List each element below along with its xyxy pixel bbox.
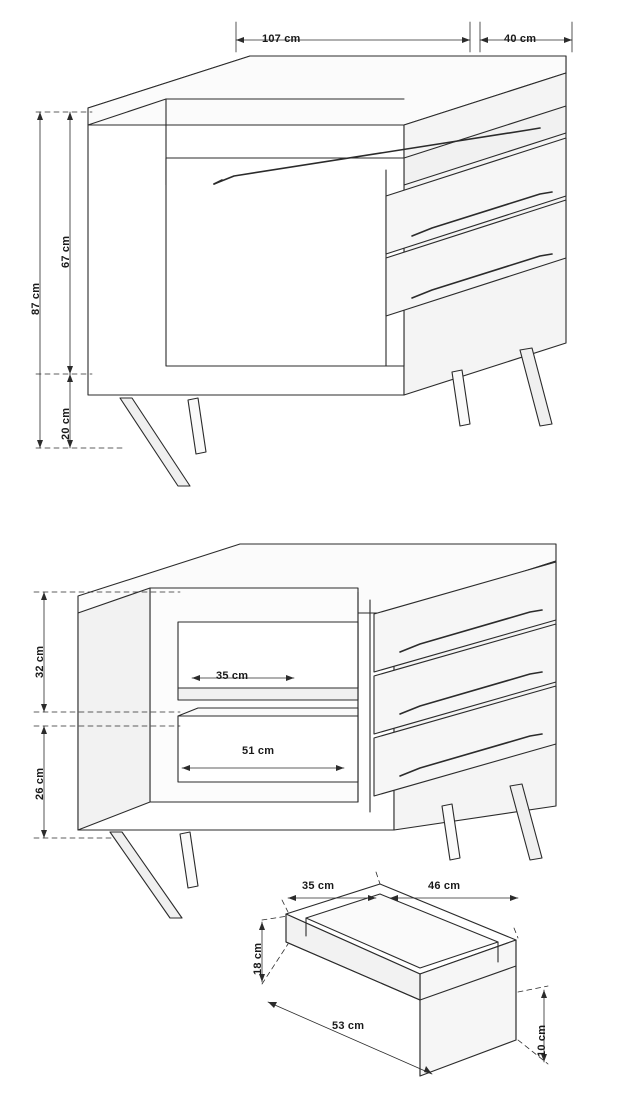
dimension-label-lower-compartment-26: 26 cm: [34, 767, 46, 800]
interior-view-group: [78, 544, 556, 918]
dimension-label-shelf-width-51: 51 cm: [242, 745, 275, 757]
dimension-label-drawer-front-width-53: 53 cm: [332, 1020, 365, 1032]
dimension-label-upper-compartment-32: 32 cm: [34, 645, 46, 678]
dimension-label-drawer-front-height-10: 10 cm: [536, 1024, 548, 1057]
dimension-label-leg-height-20: 20 cm: [60, 407, 72, 440]
dimension-label-body-height-67: 67 cm: [60, 235, 72, 268]
drawer-view-group: [286, 884, 516, 1076]
dimension-label-width-107: 107 cm: [262, 33, 301, 45]
dimension-label-shelf-depth-35: 35 cm: [216, 670, 249, 682]
dimension-label-drawer-depth-35: 35 cm: [302, 880, 335, 892]
dimension-label-drawer-side-height-18: 18 cm: [252, 942, 264, 975]
dimension-label-depth-40: 40 cm: [504, 33, 537, 45]
dimension-label-total-height-87: 87 cm: [30, 282, 42, 315]
dimension-label-drawer-top-width-46: 46 cm: [428, 880, 461, 892]
front-view-group: [88, 56, 568, 486]
